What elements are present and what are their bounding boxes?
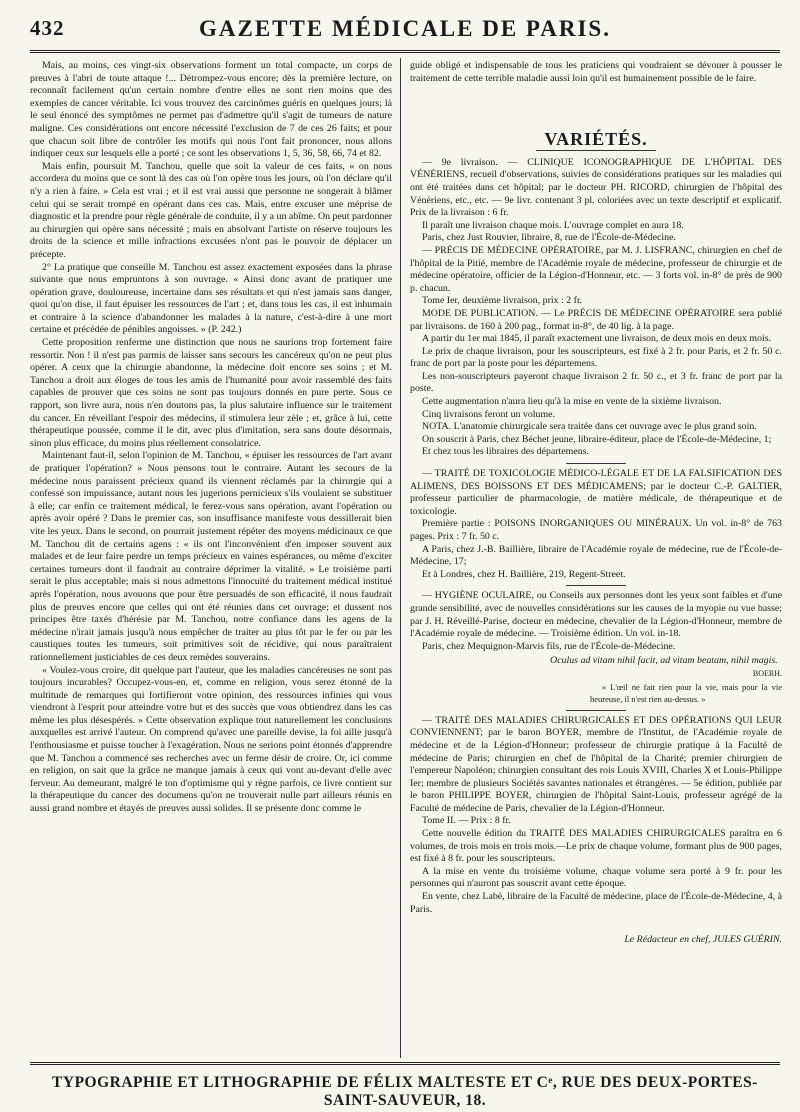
- notice-paragraph: Les non-souscripteurs payeront chaque livraison 2 fr. 50 c., et 3 fr. franc de port par la poste.: [410, 370, 782, 395]
- editor-signature: Le Rédacteur en chef, JULES GUÉRIN.: [624, 934, 782, 946]
- notice-paragraph: A la mise en vente du troisième volume, chaque volume sera porté à 9 fr. pour les personnes qui n'auront pas souscrit avant cette époque.: [410, 865, 782, 890]
- right-column: [410, 60, 782, 947]
- printer-imprint: TYPOGRAPHIE ET LITHOGRAPHIE DE FÉLIX MALTESTE ET Cᵉ, RUE DES DEUX-PORTES-SAINT-SAUVEUR, 18.: [52, 1074, 758, 1109]
- article-paragraph: « Voulez-vous croire, dit quelque part l'auteur, que les maladies cancéreuses ne sont pas toujours incurables? Occupez-vous-en, et, comme en religion, vous serez étonné de la multitude de remarques qui fortifieront votre opinion, des ressources infinies qui vous viendront à l'esprit pour atteindre votre but et des succès que vous obtiendrez dans les cas même les plus désespérés. » Cette observation explique tout naturellement les conclusions auxquelles est arrivé l'auteur. On comprend qu'avec une pareille devise, la foi aille jusqu'à l'enthousiasme et puisse toucher à l'exagération. Nous ne serions point étonnés d'apprendre que M. Tanchou a commencé ses recherches avec un ferme désir de croire. Or, ici comme en religion, on sait que la grâce ne manque jamais à ceux qui vont au-devant d'elle avec ferveur. Au demeurant, malgré le ton d'optimisme qui y règne parfois, ce livre contient sur la thérapeutique du cancer des documens qu'on ne trouverait nulle part ailleurs réunis en aussi grand nombre et étayés de preuves aussi solides. Il se présente donc comme le: [30, 664, 392, 815]
- page-header: [30, 14, 780, 44]
- notice-paragraph: — HYGIÈNE OCULAIRE, ou Conseils aux personnes dont les yeux sont faibles et d'une grande sensibilité, avec de nouvelles considérations sur les causes de la myopie ou vue basse; par J. H. Réveillé-Parise, docteur en médecine, chevalier de la Légion-d'Honneur, membre de l'Académie royale de médecine. — Troisième édition. Un vol. in-18.: [410, 590, 782, 640]
- column-divider: [400, 58, 401, 1058]
- varietes-heading: VARIÉTÉS.: [544, 129, 648, 150]
- notice-separator: [566, 463, 626, 464]
- notice-paragraph: Et chez tous les libraires des départemens.: [422, 446, 589, 458]
- article-paragraph: 2° La pratique que conseille M. Tanchou est assez exactement exposées dans la phrase suivante que nous empruntons à son ouvrage. « Ainsi donc avant de pratiquer une opération grave, douloureuse, incertaine dans ses résultats et qui n'est jamais sans danger, quoi qu'on dise, il faut épuiser les ressources de l'art ; et, dans tous les cas, il est inhumain et contraire à la science d'abandonner les malades à la nature, c'est-à-dire à une mort certaine et précédée de pénibles angoisses. » (P. 242.): [30, 261, 392, 336]
- notice-paragraph: Paris, chez Mequignon-Marvis fils, rue de l'École-de-Médecine.: [422, 640, 676, 652]
- footer-rule: [30, 1062, 780, 1065]
- notice-paragraph: Première partie : POISONS INORGANIQUES OU MINÉRAUX. Un vol. in-8° de 763 pages. Prix : 7 fr. 50 c.: [410, 518, 782, 542]
- epigraph-author: BOERH.: [752, 668, 782, 678]
- epigraph-translation: « L'œil ne fait rien pour la vie, mais pour la vie heureuse, il n'est rien au-dessus. »: [590, 681, 782, 705]
- epigraph: [410, 655, 782, 680]
- article-paragraph: Cette proposition renferme une distinction que nous ne saurions trop fortement faire ressortir. Non ! il n'est pas parmis de laisser sans secours les cancéreux qu'on ne peut plus opérer. A ceux que la chirurgie abandonne, la médecine doit encore ses soins ; et M. Tanchou a droit aux éloges de tous les amis de l'humanité pour avoir rassemblé des faits capables de prouver que ces soins ne sont pas toujours donnés en pure perte. Sous ce rapport, son livre aura, nous n'en doutons pas, la plus salutaire influence sur le traitement du cancer. En réveillant l'espoir des médecins, il stimulera leur zèle ; et, grâce à lui, cette thérapeutique poussée, comme il le dit, avec plus d'imitation, sera sans doute désormais, sinon plus efficace, du moins plus réellement consolatrice.: [30, 337, 392, 449]
- article-paragraph: Maintenant faut-il, selon l'opinion de M. Tanchou, « épuiser les ressources de l'art avant de pratiquer l'opération? » Nous pensons tout le contraire. Autant les secours de la médecine nous paraissent précieux quand ils viennent réclamés par la chirurgie qui a confessé son impuissance, autant nous les jugerions pernicieux s'ils voulaient se substituer à elle; car enfin ce traitement médical, le ferez-vous sans opération, avant l'opération ou après avoir opéré ? Dans le premier cas, son insuffisance manifeste vous dessillerait bien vite les yeux. Dans le second, on pourrait justement répéter des moyens médicinaux ce que M. Tanchou dit de certains agens : « ils ont l'inconvénient d'en imposer souvent aux malades et de leur faire perdre un temps précieux en vaines espérances, ou même d'exciter certaines tumeurs dont il faudrait au contraire déprimer la vitalité. » Le troisième parti serait le plus acceptable; mais si nous admettons l'innocuité du traitement médical institué après l'opération, nous avouons que pour être persuadés de son efficacité, il nous faudrait plus de preuves encore que celles qui ont été réunies dans cet ouvrage; et dussent nos principes être taxés d'hérésie par M. Tanchou, notre confiance dans les agens de la médecine n'irait jamais jusqu'à nous empêcher de traiter au plus tôt par le fer ou par les caustiques toutes les tumeurs, soit primitives soit de récidive, qui nous paraîtraient rationnellement justiciables de ces deux remèdes souverains.: [30, 450, 392, 663]
- notice-paragraph: — TRAITÉ DES MALADIES CHIRURGICALES ET DES OPÉRATIONS QUI LEUR CONVIENNENT; par le baron BOYER, membre de l'Institut, de l'Académie royale de médecine et de la Légion-d'Honneur; professeur de chirurgie pratique à la Faculté de médecine de Paris; chirurgien en chef de l'hôpital de la Charité; premier chirurgien de l'empereur Napoléon; chirurgien consultant des rois Louis XVIII, Charles X et Louis-Philippe Ier; membre de plusieurs Sociétés savantes nationales et étrangères. — 5e édition, publiée par le baron PHILIPPE BOYER, chirurgien de l'hôpital Saint-Louis, professeur agrégé de la Faculté de médecine de Paris, chevalier de la Légion-d'Honneur.: [410, 714, 782, 814]
- page-number: 432: [30, 16, 65, 40]
- notice-paragraph: Et à Londres, chez H. Baillière, 219, Regent-Street.: [422, 568, 626, 580]
- notice-paragraph: Le prix de chaque livraison, pour les souscripteurs, est fixé à 2 fr. pour Paris, et 2 fr. 50 c. franc de port par la poste pour les départemens.: [410, 345, 782, 370]
- article-paragraph: Mais enfin, poursuit M. Tanchou, quelle que soit la valeur de ces faits, « on nous accordera du moins que ce sont là des cas où l'on opère tous les jours, où l'on déclare qu'il n'y a rien à faire. » Cela est vrai ; et il est vrai aussi que personne ne songerait à blâmer celui qui se serait trompé en opérant dans ces cas. Mais, entre excuser une méprise de diagnostic et la prendre pour règle générale de conduite, il y a un abîme. On peut pardonner au chirurgien qui opère sans nécessité ; mais en absolvant l'artiste on réserve toujours les droits de la science et mille infractions excusées n'ont pas le pouvoir de déplacer un précepte.: [30, 160, 392, 260]
- notice-paragraph: A Paris, chez J.-B. Baillière, libraire de l'Académie royale de médecine, rue de l'École-de-Médecine, 17;: [410, 543, 782, 568]
- notice-paragraph: — 9e livraison. — CLINIQUE ICONOGRAPHIQUE DE L'HÔPITAL DES VÉNÉRIENS, recueil d'observations, suivies de considérations pratiques sur les maladies qui ont été traitées dans cet hôpital; par le docteur PH. RICORD, chirurgien de l'hôpital des Vénériens, etc., etc. — 9e livr. contenant 3 pl. coloriées avec un texte descriptif et explicatif. Prix de la livraison : 6 fr.: [410, 156, 782, 219]
- heading-rule: [536, 150, 656, 151]
- notice-paragraph: Cette nouvelle édition du TRAITÉ DES MALADIES CHIRURGICALES paraîtra en 6 volumes, de trois mois en trois mois.—Le prix de chaque volume, formant plus de 900 pages, est fixé à 8 fr. pour les souscripteurs.: [410, 828, 782, 865]
- header-rule: [30, 50, 780, 53]
- notice-paragraph: Il paraît une livraison chaque mois. L'ouvrage complet en aura 18.: [422, 219, 684, 231]
- notice-paragraph: Cette augmentation n'aura lieu qu'à la mise en vente de la sixième livraison.: [422, 396, 722, 408]
- notice-paragraph: — TRAITÉ DE TOXICOLOGIE MÉDICO-LÉGALE ET DE LA FALSIFICATION DES ALIMENS, DES BOISSONS ET DES MÉDICAMENS; par le docteur C.-P. GALTIER, professeur particulier de pharmacologie, de matière médicale, de thérapeutique et de toxicologie.: [410, 468, 782, 517]
- article-paragraph: Mais, au moins, ces vingt-six observations forment un total compacte, un corps de preuves à l'abri de toute attaque !... Détrompez-vous encore; dès la première lecture, on reconnaît facilement qu'un certain nombre d'entre elles ne sont rien moins que des exemples de cancer véritable. Ici vous trouvez des carcinômes guéris en quelques jours; là le seul énoncé des symptômes ne permet pas d'admettre qu'il s'agit de tumeurs de nature maligne. Ces considérations ont encore nécessité l'exclusion de 7 de ces 26 faits; et pour que chacun soit libre de contrôler les motifs qui nous l'ont fait prononcer, nous allons indiquer ceux sur lesquels elle a porté ; ce sont les observations 1, 5, 36, 58, 66, 74 et 82.: [30, 60, 392, 160]
- notice-paragraph: Cinq livraisons feront un volume.: [422, 408, 556, 420]
- epigraph-latin: Oculus ad vitam nihil facit, ad vitam beatam, nihil magis.: [550, 655, 778, 667]
- notice-paragraph: A partir du 1er mai 1845, il paraît exactement une livraison, de deux mois en deux mois.: [422, 333, 772, 345]
- notice-paragraph: Tome Ier, deuxième livraison, prix : 2 fr.: [422, 295, 583, 307]
- notice-paragraph: — PRÉCIS DE MÉDECINE OPÉRATOIRE, par M. J. LISFRANC, chirurgien en chef de l'hôpital de la Pitié, membre de l'Académie royale de médecine, professeur de chirurgie et de médecine opératoire, officier de la Légion-d'Honneur, etc. — 3 forts vol. in-8° de près de 900 p. chacun.: [410, 244, 782, 294]
- notice-separator: [566, 710, 626, 711]
- notice-separator: [566, 585, 626, 586]
- notice-paragraph: On souscrit à Paris, chez Béchet jeune, libraire-éditeur, place de l'École-de-Médecine, 1;: [422, 433, 772, 445]
- newspaper-title: GAZETTE MÉDICALE DE PARIS.: [199, 16, 611, 41]
- notice-paragraph: En vente, chez Labé, libraire de la Faculté de médecine, place de l'École-de-Médecine, 4, à Paris.: [410, 891, 782, 915]
- notice-paragraph: MODE DE PUBLICATION. — Le PRÉCIS DE MÉDECINE OPÉRATOIRE sera publié par livraisons. de 160 à 200 pag., format in-8°, de 40 lig. à la page.: [410, 307, 782, 332]
- notice-paragraph: NOTA. L'anatomie chirurgicale sera traitée dans cet ouvrage avec le plus grand soin.: [422, 421, 757, 433]
- left-column: [30, 60, 392, 816]
- notice-paragraph: Paris, chez Just Rouvier, libraire, 8, rue de l'École-de-Médecine.: [422, 232, 676, 244]
- article-continuation: guide obligé et indispensable de tous les praticiens qui voudraient se dévouer à pousser le traitement de cette terrible maladie aussi loin qu'il est humainement possible de le faire.: [410, 60, 782, 84]
- notice-paragraph: Tome II. — Prix : 8 fr.: [422, 815, 511, 827]
